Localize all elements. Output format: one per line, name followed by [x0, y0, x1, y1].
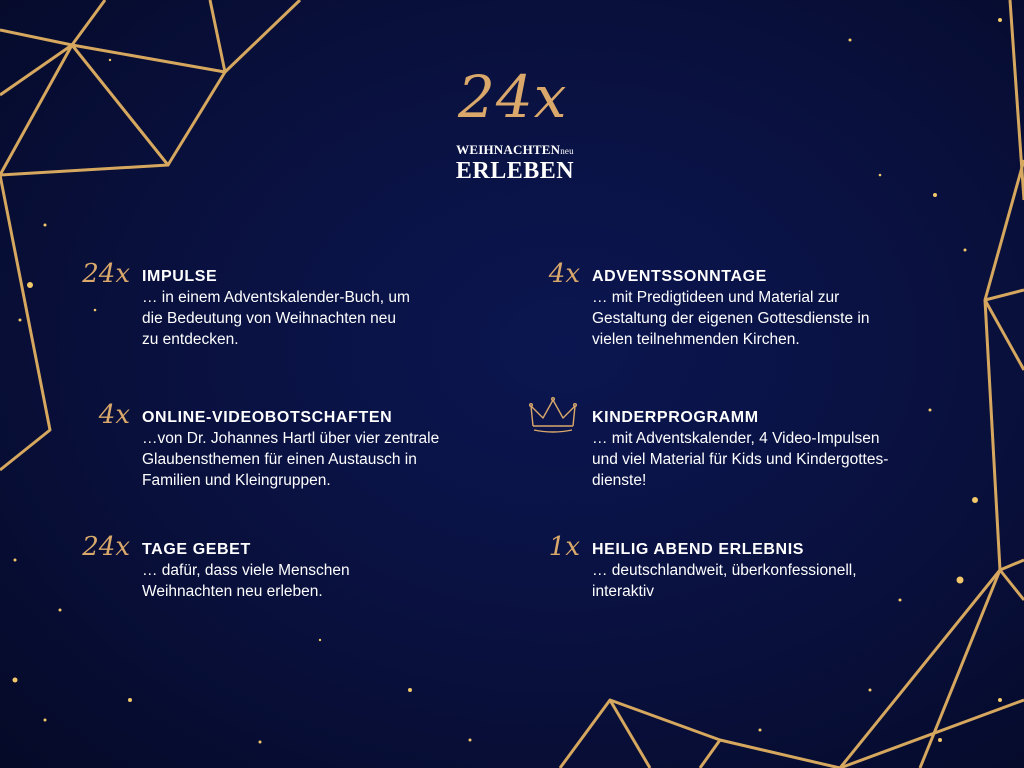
item-text — [592, 287, 992, 350]
item-badge: 24x — [82, 259, 130, 289]
item-text-line: Gestaltung der eigenen Gottesdienste in — [592, 310, 870, 327]
item-title: ONLINE-VIDEOBOTSCHAFTEN — [142, 409, 393, 426]
gold-geometric-lines-top-left — [0, 0, 300, 470]
item-text-line: interaktiv — [592, 583, 655, 600]
crown-icon — [528, 396, 578, 436]
item-text — [592, 560, 992, 602]
item-badge: 4x — [548, 259, 580, 289]
item-title: ADVENTSSONNTAGE — [592, 268, 767, 285]
item-text — [142, 560, 542, 602]
item-videobotschaften — [98, 400, 542, 491]
hero-number: 24x — [458, 63, 568, 131]
logo — [450, 142, 580, 183]
item-badge: 1x — [548, 532, 580, 562]
item-badge: 24x — [82, 532, 130, 562]
item-text-line: Glaubensthemen für einen Austausch in — [142, 451, 417, 468]
item-text-line: … deutschlandweit, überkonfessionell, — [592, 562, 857, 579]
item-text-line: zu entdecken. — [142, 331, 239, 348]
item-text-line: Familien und Kleingruppen. — [142, 472, 331, 489]
item-text — [142, 428, 542, 491]
item-text-line: vielen teilnehmenden Kirchen. — [592, 331, 800, 348]
item-title: TAGE GEBET — [142, 541, 251, 558]
item-text-line: Weihnachten neu erleben. — [142, 583, 323, 600]
item-text — [142, 287, 542, 350]
item-text-line: … mit Predigtideen und Material zur — [592, 289, 840, 306]
item-text-line: und viel Material für Kids und Kindergottes- — [592, 451, 889, 468]
hero — [440, 62, 590, 192]
item-title: IMPULSE — [142, 268, 218, 285]
logo-line1: WEIHNACHTEN — [456, 142, 561, 157]
item-text-line: die Bedeutung von Weihnachten neu — [142, 310, 396, 327]
item-text-line: … mit Adventskalender, 4 Video-Impulsen — [592, 430, 880, 447]
item-title: HEILIG ABEND ERLEBNIS — [592, 541, 805, 558]
item-text-line: … dafür, dass viele Menschen — [142, 562, 350, 579]
item-adventssonntage — [548, 259, 992, 350]
item-text-line: …von Dr. Johannes Hartl über vier zentrale — [142, 430, 440, 447]
item-impulse — [82, 259, 542, 350]
item-title: KINDERPROGRAMM — [592, 409, 759, 426]
item-heilig-abend — [548, 532, 992, 602]
item-text — [592, 428, 992, 491]
item-badge: 4x — [98, 400, 130, 430]
logo-line1-small: neu — [560, 146, 574, 156]
item-tage-gebet — [82, 532, 542, 602]
item-kinderprogramm — [592, 408, 992, 491]
logo-line2: ERLEBEN — [455, 158, 575, 184]
item-text-line: dienste! — [592, 472, 647, 489]
item-text-line: … in einem Adventskalender-Buch, um — [142, 289, 410, 306]
